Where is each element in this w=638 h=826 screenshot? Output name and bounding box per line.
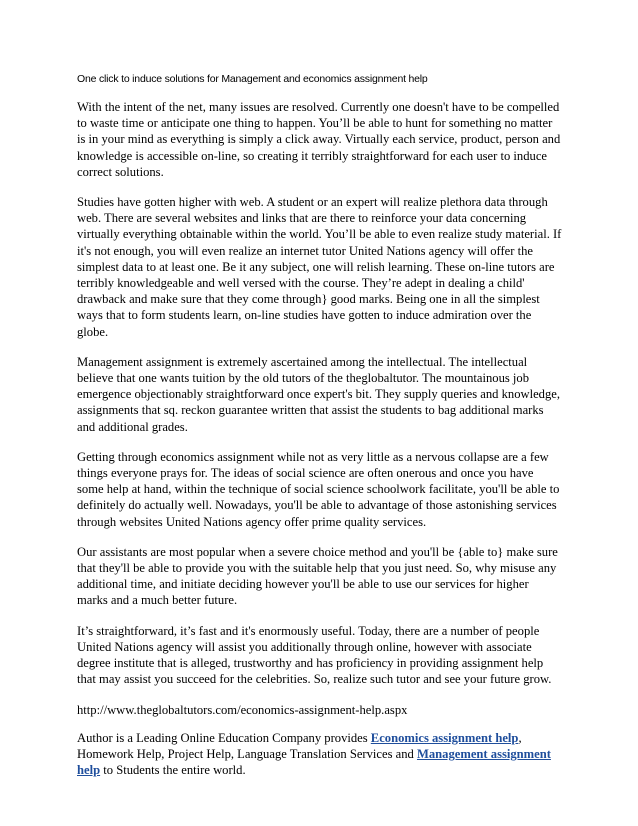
document-page [77, 73, 562, 792]
source-url: http://www.theglobaltutors.com/economics-assignment-help.aspx [77, 702, 408, 717]
author-text-before: Author is a Leading Online Education Company provides [77, 730, 371, 745]
paragraph-management: Management assignment is extremely ascertained among the intellectual. The intellectual believe that one wants tuition by the old tutors of the theglobaltutor. The mountainous job emergence objectionably straightforward once expert's bit. They supply queries and knowledge, assignments that sq. reckon guarantee written that assist the students to bag additional marks and additional grades. [77, 354, 561, 434]
management-assignment-help-link[interactable]: Management assignment help [77, 746, 551, 778]
document-title: One click to induce solutions for Management and economics assignment help [77, 73, 428, 85]
paragraph-assistants: Our assistants are most popular when a severe choice method and you'll be {able to} make sure that they'll be able to provide you with the suitable help that you just need. So, why misuse any additional time, and initiate deciding however you'll be able to use our services for higher marks and a much better future. [77, 544, 558, 608]
paragraph-straightforward: It’s straightforward, it’s fast and it's enormously useful. Today, there are a number of people United Nations agency will assist you additionally through online, however with associate degree institute that is alleged, trustworthy and has proficiency in providing assignment help that may assist you succeed for the celebrities. So, realize such tutor and see your future grow. [77, 623, 552, 687]
author-text-after: to Students the entire world. [100, 763, 246, 778]
paragraph-economics: Getting through economics assignment while not as very little as a nervous collapse are a few things everyone prays for. The ideas of social science are often onerous and once you have some help at hand, within the technique of social science schoolwork facilitate, you'll be able to definitely do actually well. Nowadays, you'll be able to advantage of those astonishing services through websites United Nations agency offer prime quality services. [77, 449, 560, 529]
paragraph-studies: Studies have gotten higher with web. A student or an expert will realize plethora data through web. There are several websites and links that are there to reinforce your data concerning virtually everything obtainable within the world. You’ll be able to even realize study material. If it's not enough, you will even realize an internet tutor United Nations agency will offer the simplest data to at least one. Be it any subject, one will relish learning. These on-line tutors are terribly knowledgeable and well versed with the course. They’re adept in dealing a child' drawback and make sure that they come through} good marks. Being one in all the simplest ways that to form students learn, on-line studies have gotten to induce admiration over the globe. [77, 195, 562, 339]
author-paragraph [77, 730, 562, 779]
author-text-middle: , Homework Help, Project Help, Language Translation Services and [77, 730, 522, 761]
paragraph-intro: With the intent of the net, many issues are resolved. Currently one doesn't have to be compelled to waste time or anticipate one thing to happen. You’ll be able to hunt for something no matter is in your mind as everything is simply a click away. Virtually each service, product, person and knowledge is accessible on-line, so creating it terribly straightforward for each user to induce correct solutions. [77, 100, 561, 179]
economics-assignment-help-link[interactable]: Economics assignment help [370, 730, 519, 745]
